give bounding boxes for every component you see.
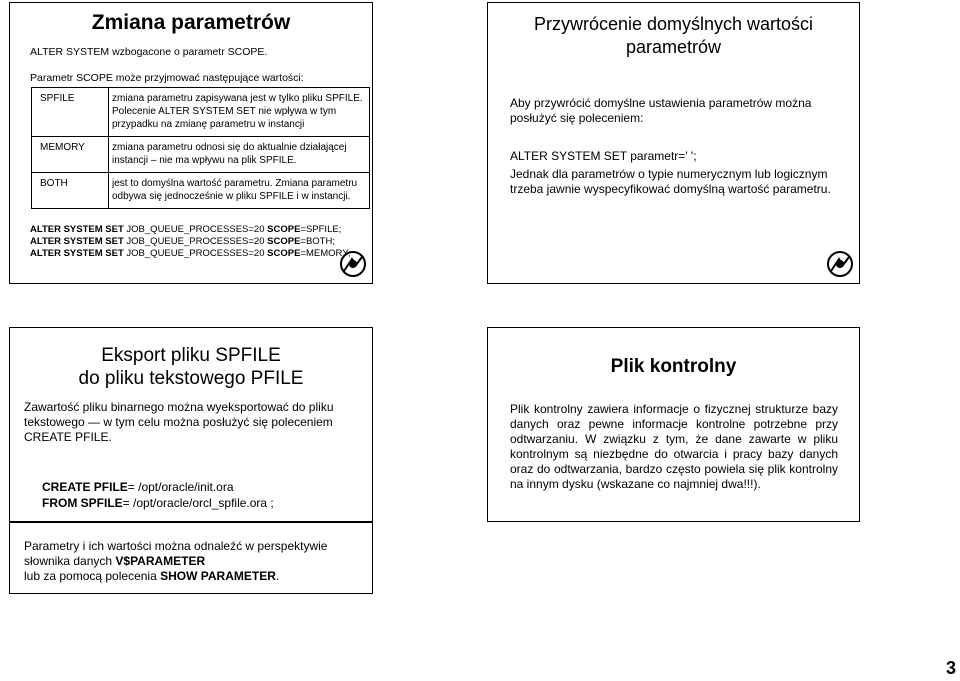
slide-title — [10, 344, 372, 390]
slide-przywrocenie — [487, 2, 860, 284]
scope-table — [31, 87, 370, 209]
paragraph: Parametry i ich wartości można odnaleźć w perspektywie słownika danych V$PARAMETER lub za pomocą polecenia SHOW PARAMETER. — [24, 539, 328, 583]
slide-plik-kontrolny — [487, 327, 860, 522]
table-cell-key: BOTH — [32, 173, 109, 209]
scope-intro-text: Parametr SCOPE może przyjmować następujące wartości: — [30, 72, 304, 84]
title-line: do pliku tekstowego PFILE — [78, 368, 304, 389]
slide-title: Plik kontrolny — [610, 356, 737, 377]
university-logo-icon — [338, 249, 368, 279]
code-line: ALTER SYSTEM SET JOB_QUEUE_PROCESSES=20 SCOPE=MEMORY; — [30, 248, 351, 259]
table-cell-desc: zmiana parametru odnosi się do aktualnie działającej instancji – nie ma wpływu na plik SPFILE. — [109, 137, 370, 173]
title-line: Eksport pliku SPFILE — [101, 345, 281, 366]
slide-perspektywa — [9, 522, 373, 594]
slide-title: Zmiana parametrów — [91, 11, 291, 34]
code-line: ALTER SYSTEM SET JOB_QUEUE_PROCESSES=20 SCOPE=BOTH; — [30, 236, 335, 247]
code-line: FROM SPFILE= /opt/oracle/orcl_spfile.ora ; — [42, 496, 274, 510]
paragraph: Jednak dla parametrów o typie numerycznym lub logicznym trzeba jawnie wyspecyfikować domyślną wartość parametru. — [510, 167, 831, 196]
table-row — [32, 173, 370, 209]
table-cell-key: SPFILE — [32, 88, 109, 137]
paragraph: Zawartość pliku binarnego można wyeksportować do pliku tekstowego — w tym celu można posłużyć się poleceniem CREATE PFILE. — [24, 400, 334, 444]
slide-title: Przywrócenie domyślnych wartości parametrów — [533, 14, 814, 57]
university-logo-icon — [825, 249, 855, 279]
intro-text: ALTER SYSTEM wzbogacone o parametr SCOPE. — [30, 46, 268, 58]
table-row — [32, 137, 370, 173]
slide-zmiana-parametrow — [9, 2, 373, 284]
table-row — [32, 88, 370, 137]
paragraph: Plik kontrolny zawiera informacje o fizycznej strukturze bazy danych oraz pewne informacje kontrolne potrzebne przy odtwarzaniu. W związku z tym, że dane zawarte w pliku kontrolnym są niezbędne do otwarcia i pracy bazy danych oraz do odtwarzania, bardzo często powiela się plik kontrolny na innym dysku (wskazane co najmniej dwa!!!). — [510, 402, 838, 491]
table-cell-desc: jest to domyślna wartość parametru. Zmiana parametru odbywa się jednocześnie w pliku SPFILE i w instancji. — [109, 173, 370, 209]
code-line: CREATE PFILE= /opt/oracle/init.ora — [42, 480, 234, 494]
page-number: 3 — [945, 658, 956, 678]
command-text: ALTER SYSTEM SET parametr=' '; — [510, 149, 697, 163]
table-cell-desc: zmiana parametru zapisywana jest w tylko pliku SPFILE. Polecenie ALTER SYSTEM SET nie wpływa w tym przypadku na zmianę parametru w instancji — [109, 88, 370, 137]
table-cell-key: MEMORY — [32, 137, 109, 173]
paragraph: Aby przywrócić domyślne ustawienia parametrów można posłużyć się poleceniem: — [510, 96, 812, 125]
slide-eksport-spfile — [9, 327, 373, 522]
code-line: ALTER SYSTEM SET JOB_QUEUE_PROCESSES=20 SCOPE=SPFILE; — [30, 224, 342, 235]
code-block — [30, 224, 351, 260]
